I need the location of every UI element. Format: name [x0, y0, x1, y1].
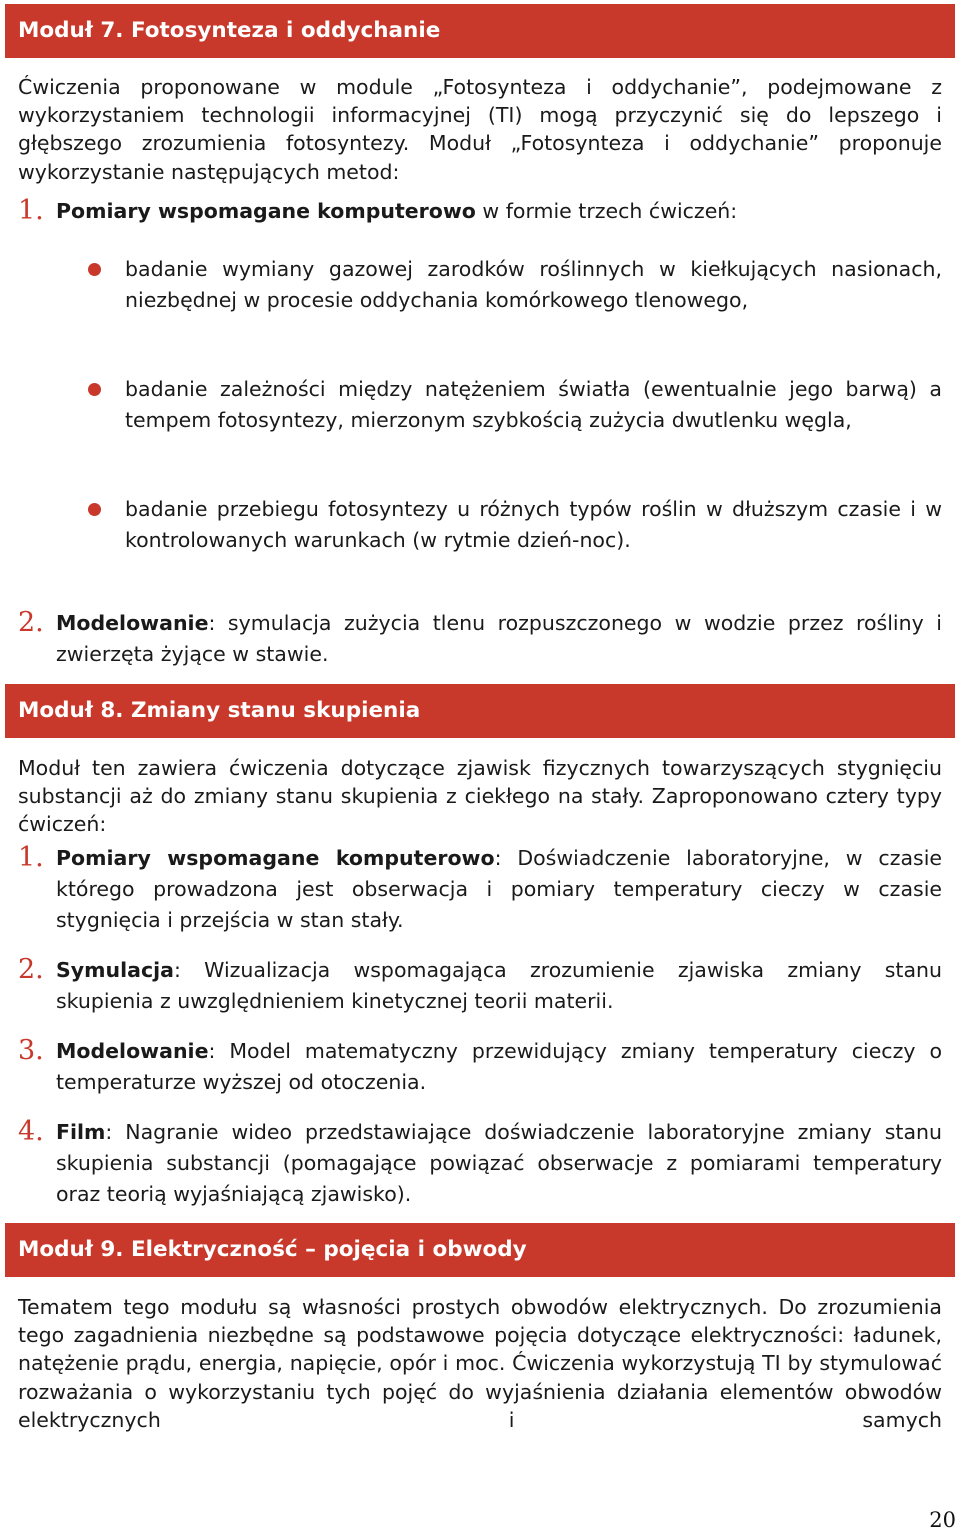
module-8-title: Moduł 8. Zmiany stanu skupienia — [18, 698, 421, 723]
item-number: 4. — [18, 1116, 44, 1147]
item-text: : Nagranie wideo przedstawiające doświadczenie laboratoryjne zmiany stanu skupienia substancji (pomagające powiązać obserwacje z pomiarami temperatury oraz teorią wyjaśniającą zjawisko). — [56, 1120, 942, 1206]
item-number: 2. — [18, 954, 44, 985]
module-7-title: Moduł 7. Fotosynteza i oddychanie — [18, 18, 441, 43]
item-text: : Doświadczenie laboratoryjne, w czasie którego prowadzona jest obserwacja i pomiary temperatury cieczy w czasie stygnięcia i przejścia w stan stały. — [56, 846, 943, 932]
item-number: 1. — [18, 195, 44, 226]
bullet-dot — [88, 503, 101, 516]
item-number: 2. — [18, 607, 44, 638]
item-label: Pomiary wspomagane komputerowo — [56, 846, 495, 870]
module-7-bullet-3 — [88, 494, 942, 556]
module-8-item-4 — [18, 1117, 942, 1210]
module-7-intro: Ćwiczenia proponowane w module „Fotosynteza i oddychanie”, podejmowane z wykorzystaniem technologii informacyjnej (TI) mogą przyczynić się do lepszego i głębszego zrozumienia fotosyntezy. Moduł „Fotosynteza i oddychanie” proponuje wykorzystanie następujących metod: — [18, 75, 942, 184]
bullet-text: badanie wymiany gazowej zarodków roślinnych w kiełkujących nasionach, niezbędnej w procesie oddychania komórkowego tlenowego, — [125, 257, 942, 312]
item-text: : Wizualizacja wspomagająca zrozumienie zjawiska zmiany stanu skupienia z uwzględnieniem kinetycznej teorii materii. — [56, 958, 942, 1013]
module-8-intro — [18, 754, 942, 839]
item-label: Modelowanie — [56, 1039, 209, 1063]
item-number: 1. — [18, 842, 44, 873]
module-8-header — [5, 684, 955, 738]
item-text: w formie trzech ćwiczeń: — [475, 199, 738, 223]
module-9-intro: Tematem tego modułu są własności prostych obwodów elektrycznych. Do zrozumienia tego zagadnienia niezbędne są podstawowe pojęcia dotyczące elektryczności: ładunek, natężenie prądu, energia, napięcie, opór i moc. Ćwiczenia wykorzystują TI by stymulować rozważania o wykorzystaniu tych pojęć do wyjaśnienia działania elementów obwodów elektrycznych i samych — [18, 1295, 942, 1432]
module-8-item-3 — [18, 1036, 942, 1098]
module-8-item-2 — [18, 955, 942, 1017]
module-9-title: Moduł 9. Elektryczność – pojęcia i obwody — [18, 1237, 527, 1262]
item-number: 3. — [18, 1035, 44, 1066]
module-7-bullet-2 — [88, 374, 942, 436]
module-7-item-2 — [18, 608, 942, 670]
module-8-item-1 — [18, 843, 942, 936]
bullet-text: badanie zależności między natężeniem światła (ewentualnie jego barwą) a tempem fotosyntezy, mierzonym szybkością zużycia dwutlenku węgla, — [125, 377, 942, 432]
item-text: : Model matematyczny przewidujący zmiany temperatury cieczy o temperaturze wyższej od otoczenia. — [56, 1039, 942, 1094]
page-number: 20 — [929, 1508, 956, 1532]
bullet-dot — [88, 263, 101, 276]
module-9-header — [5, 1223, 955, 1277]
module-8-intro-text: Moduł ten zawiera ćwiczenia dotyczące zjawisk fizycznych towarzyszących stygnięciu substancji aż do zmiany stanu skupienia z ciekłego na stały. Zaproponowano cztery typy ćwiczeń: — [18, 756, 942, 837]
item-label: Film — [56, 1120, 106, 1144]
item-text: : symulacja zużycia tlenu rozpuszczonego w wodzie przez rośliny i zwierzęta żyjące w stawie. — [56, 611, 942, 666]
item-label: Pomiary wspomagane komputerowo — [56, 199, 476, 223]
module-7-item-1 — [18, 196, 942, 227]
module-7-bullet-1 — [88, 254, 942, 316]
module-7-header — [5, 4, 955, 58]
bullet-text: badanie przebiegu fotosyntezy u różnych typów roślin w dłuższym czasie i w kontrolowanych warunkach (w rytmie dzień-noc). — [125, 497, 942, 552]
bullet-dot — [88, 383, 101, 396]
item-label: Modelowanie — [56, 611, 209, 635]
item-label: Symulacja — [56, 958, 174, 982]
